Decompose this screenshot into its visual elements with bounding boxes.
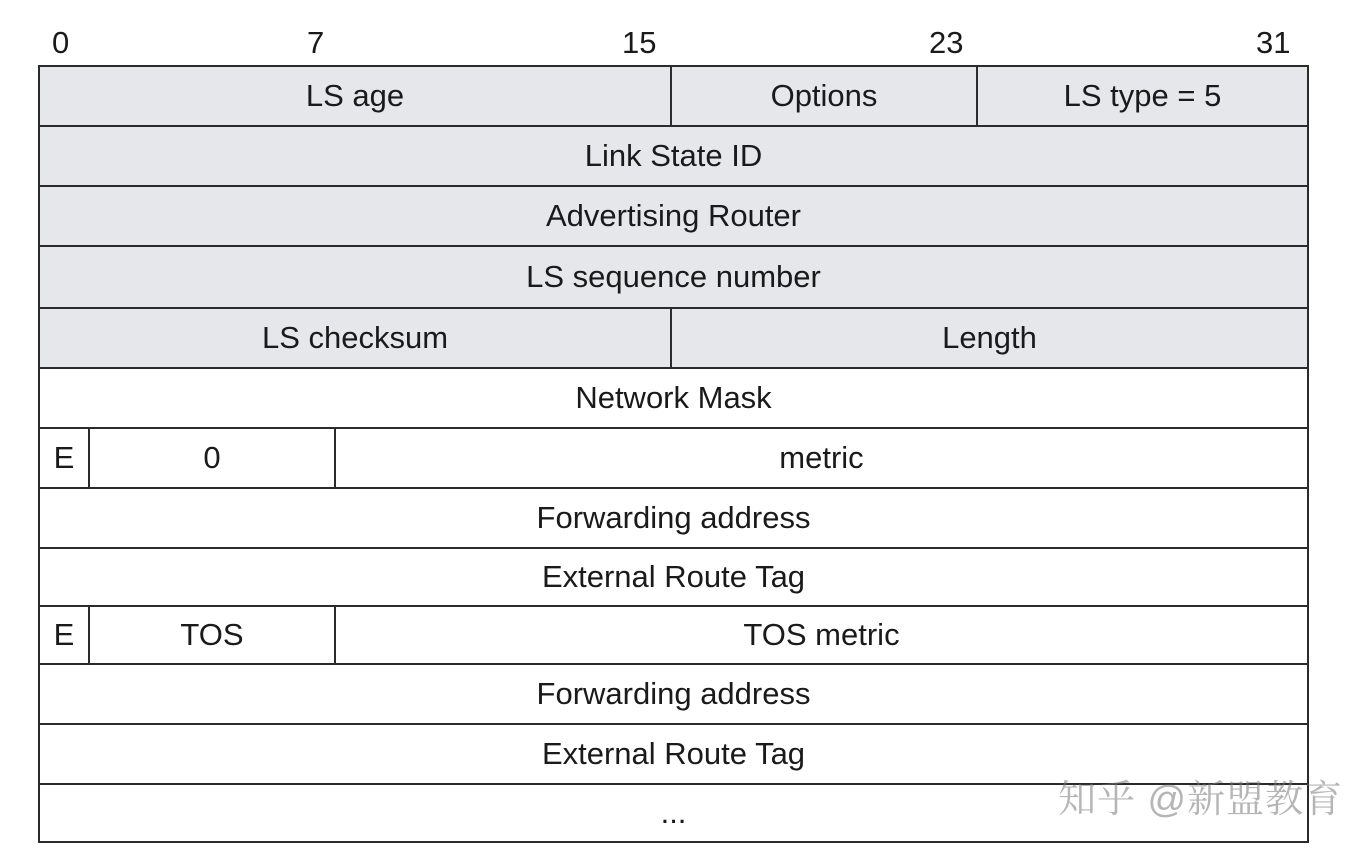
tos-e-bit-field: E bbox=[38, 605, 90, 665]
bit-label-15: 15 bbox=[622, 25, 657, 60]
e-bit-field: E bbox=[38, 427, 90, 489]
zero-field: 0 bbox=[88, 427, 336, 489]
bit-label-0: 0 bbox=[52, 25, 70, 60]
options-field: Options bbox=[670, 65, 978, 127]
tos-metric-field: TOS metric bbox=[334, 605, 1309, 665]
bit-label-31: 31 bbox=[1256, 25, 1291, 60]
metric-field: metric bbox=[334, 427, 1309, 489]
advertising-router-field: Advertising Router bbox=[38, 185, 1309, 247]
zhihu-watermark: 知乎 @新盟教育 bbox=[1058, 779, 1344, 821]
ls-checksum-field: LS checksum bbox=[38, 307, 672, 369]
link-state-id-field: Link State ID bbox=[38, 125, 1309, 187]
bit-label-23: 23 bbox=[929, 25, 964, 60]
ls-sequence-number-field: LS sequence number bbox=[38, 245, 1309, 309]
tos-forwarding-address-field: Forwarding address bbox=[38, 663, 1309, 725]
continuation-ellipsis: ... bbox=[38, 783, 1309, 843]
forwarding-address-field: Forwarding address bbox=[38, 487, 1309, 549]
external-route-tag-field: External Route Tag bbox=[38, 547, 1309, 607]
tos-external-route-tag-field: External Route Tag bbox=[38, 723, 1309, 785]
ls-type-field: LS type = 5 bbox=[976, 65, 1309, 127]
tos-field: TOS bbox=[88, 605, 336, 665]
length-field: Length bbox=[670, 307, 1309, 369]
ls-age-field: LS age bbox=[38, 65, 672, 127]
network-mask-field: Network Mask bbox=[38, 367, 1309, 429]
bit-label-7: 7 bbox=[307, 25, 325, 60]
